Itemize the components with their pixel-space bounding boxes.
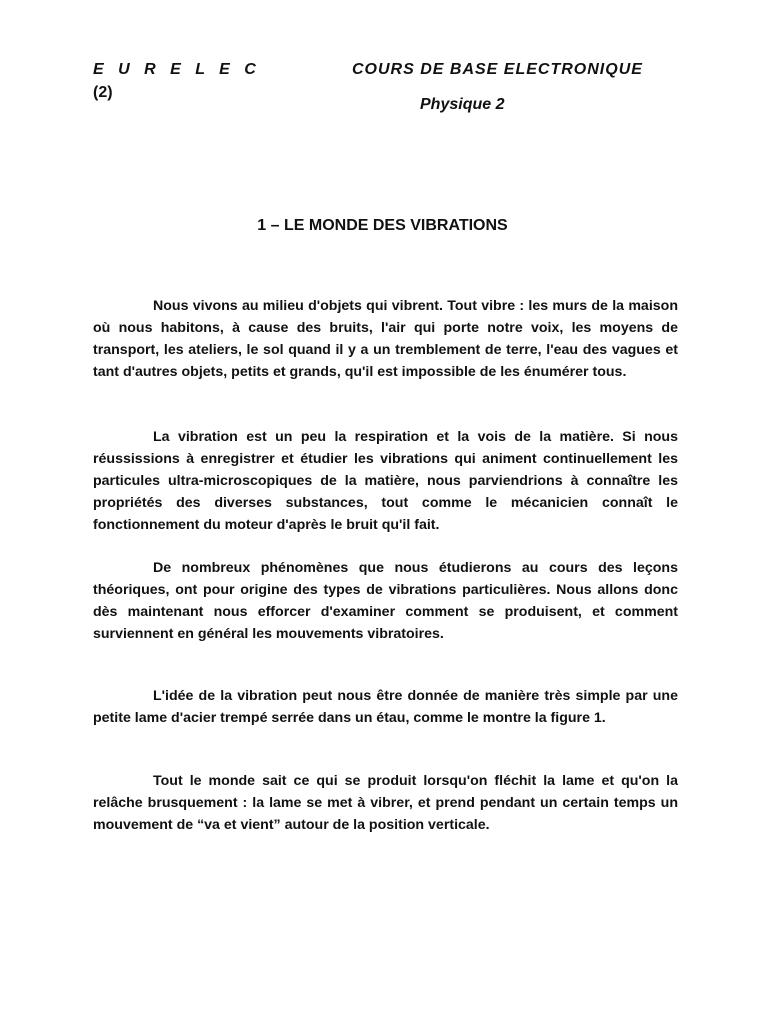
paragraph: Nous vivons au milieu d'objets qui vibrent. Tout vibre : les murs de la maison où nous habitons, à cause des bruits, l'air qui porte notre voix, les moyens de transport, les ateliers, le sol quand il y a un tremblement de terre, l'eau des vagues et tant d'autres objets, petits et grands, qu'il est impossible de les énumérer tous. [93,298,678,380]
paragraph: La vibration est un peu la respiration et la vois de la matière. Si nous réussissions à enregistrer et étudier les vibrations qui animent continuellement les particules ultra-microscopiques de la matière, nous parviendrions à connaître les propriétés des diverses substances, tout comme le mécanicien connaît le fonctionnement du moteur d'après le bruit qu'il fait. [93,429,678,533]
course-title: COURS DE BASE ELECTRONIQUE [352,61,643,78]
paragraph: L'idée de la vibration peut nous être donnée de manière très simple par une petite lame d'acier trempé serrée dans un étau, comme le montre la figure 1. [93,688,678,726]
brand-header: E U R E L E C [93,61,261,78]
paragraph: Tout le monde sait ce qui se produit lorsqu'on fléchit la lame et qu'on la relâche brusquement : la lame se met à vibrer, et prend pendant un certain temps un mouvement de “va et vient” autour de la position verticale. [93,773,678,833]
section-title: 1 – LE MONDE DES VIBRATIONS [257,217,508,234]
subject-title: Physique 2 [420,96,505,113]
paragraph: De nombreux phénomènes que nous étudierons au cours des leçons théoriques, ont pour origine des types de vibrations particulières. Nous allons donc dès maintenant nous efforcer d'examiner comment se produisent, et comment surviennent en général les mouvements vibratoires. [93,560,678,642]
page-number: (2) [93,84,113,101]
